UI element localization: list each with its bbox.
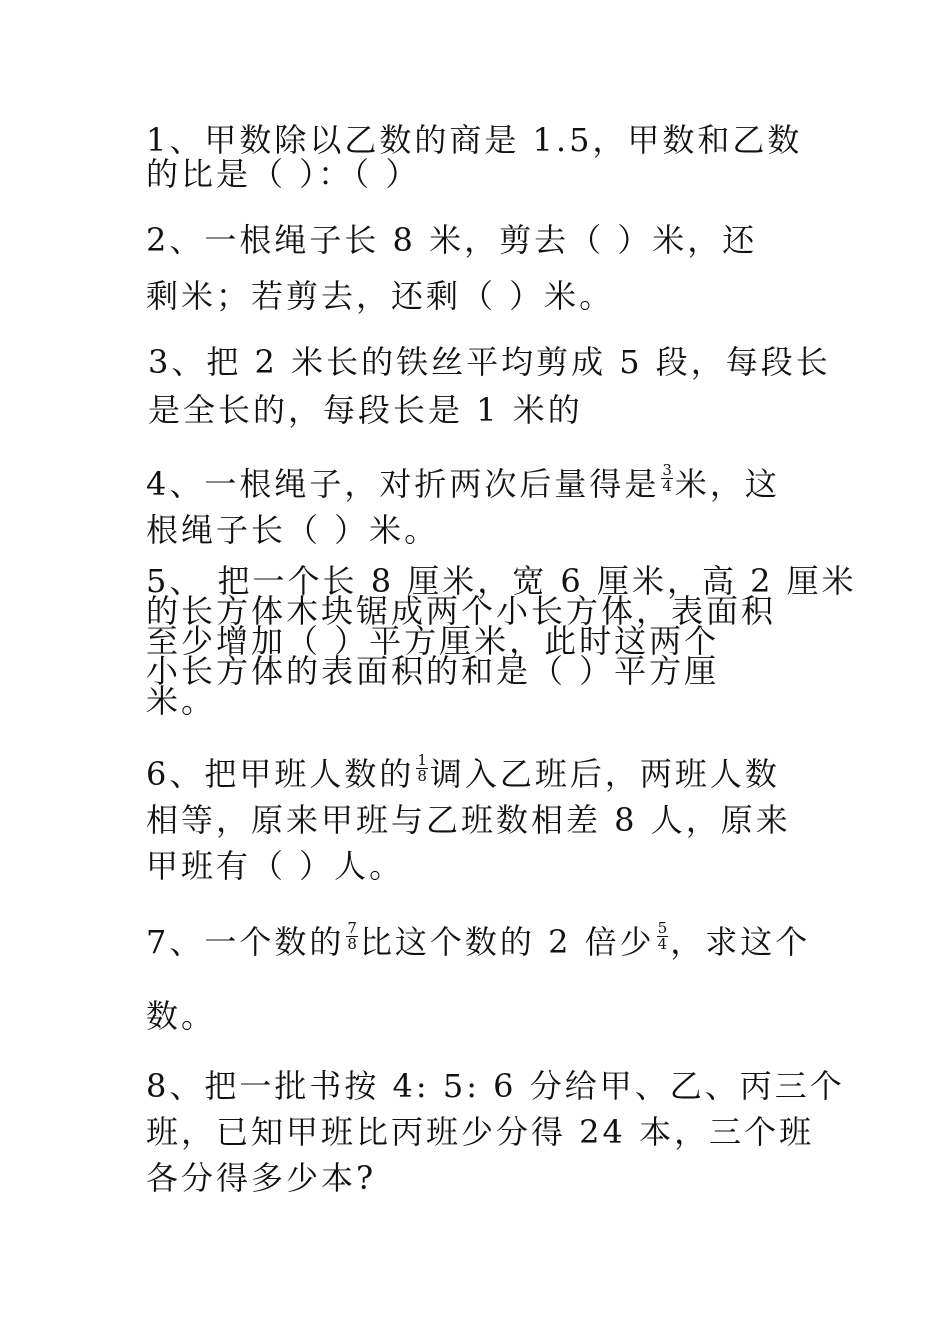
fraction-denominator: 8 xyxy=(347,935,357,953)
question-7-line-1 xyxy=(146,919,816,961)
question-7-line-2: 数。 xyxy=(146,997,217,1035)
question-2-line-1: 2、一根绳子长 8 米，剪去（ ）米，还 xyxy=(146,221,758,259)
fraction-numerator: 1 xyxy=(417,751,427,769)
question-5-line-2: 的长方体木块锯成两个小长方体，表面积 xyxy=(146,592,777,630)
question-5-line-4: 小长方体的表面积的和是（ ）平方厘 xyxy=(146,652,720,690)
fraction-denominator: 4 xyxy=(662,477,672,495)
question-8-line-3: 各分得多少本? xyxy=(146,1159,377,1197)
fraction-three-quarters xyxy=(661,463,673,494)
question-4-text-a: 4、一根绳子，对折两次后量得是 xyxy=(146,465,660,503)
question-5-line-1: 5、 把一个长 8 厘米，宽 6 厘米，高 2 厘米 xyxy=(146,562,857,600)
question-4-line-2: 根绳子长（ ）米。 xyxy=(146,511,440,549)
fraction-numerator: 3 xyxy=(662,461,672,479)
question-5-line-5: 米。 xyxy=(146,682,217,720)
fraction-seven-eighths xyxy=(346,921,358,952)
question-1-line-2: 的比是（ ）：（ ） xyxy=(146,155,421,193)
question-8-line-1: 8、把一批书按 4: 5: 6 分给甲、乙、丙三个 xyxy=(146,1067,845,1105)
question-1-line-1: 1、甲数除以乙数的商是 1.5，甲数和乙数 xyxy=(146,121,803,159)
fraction-numerator: 7 xyxy=(347,919,357,937)
question-8-line-2: 班，已知甲班比丙班少分得 24 本，三个班 xyxy=(146,1113,815,1151)
fraction-denominator: 4 xyxy=(657,935,668,953)
fraction-denominator: 8 xyxy=(417,767,427,785)
question-6-text-b: 调入乙班后，两班人数 xyxy=(429,755,780,793)
question-6-line-2: 相等，原来甲班与乙班数相差 8 人，原来 xyxy=(146,801,791,839)
question-7-text-a: 7、一个数的 xyxy=(146,923,345,961)
question-4-text-b: 米，这 xyxy=(674,465,780,503)
question-4-line-1 xyxy=(146,461,816,503)
question-6-text-a: 6、把甲班人数的 xyxy=(146,755,415,793)
question-3-line-2: 是全长的，每段长是 1 米的 xyxy=(148,391,583,429)
question-2-line-2: 剩米；若剪去，还剩（ ）米。 xyxy=(146,277,615,315)
question-6-line-1 xyxy=(146,751,816,793)
question-7-text-b: 比这个数的 2 倍少 xyxy=(359,923,655,961)
question-5-line-3: 至少增加（ ）平方厘米，此时这两个 xyxy=(146,622,720,660)
fraction-five-quarters xyxy=(657,921,669,952)
fraction-numerator: 5 xyxy=(657,919,668,937)
question-3-line-1: 3、把 2 米长的铁丝平均剪成 5 段，每段长 xyxy=(148,343,831,381)
question-6-line-3: 甲班有（ ）人。 xyxy=(146,847,405,885)
question-7-text-c: ，求这个 xyxy=(670,923,811,961)
fraction-one-eighth xyxy=(416,753,428,784)
